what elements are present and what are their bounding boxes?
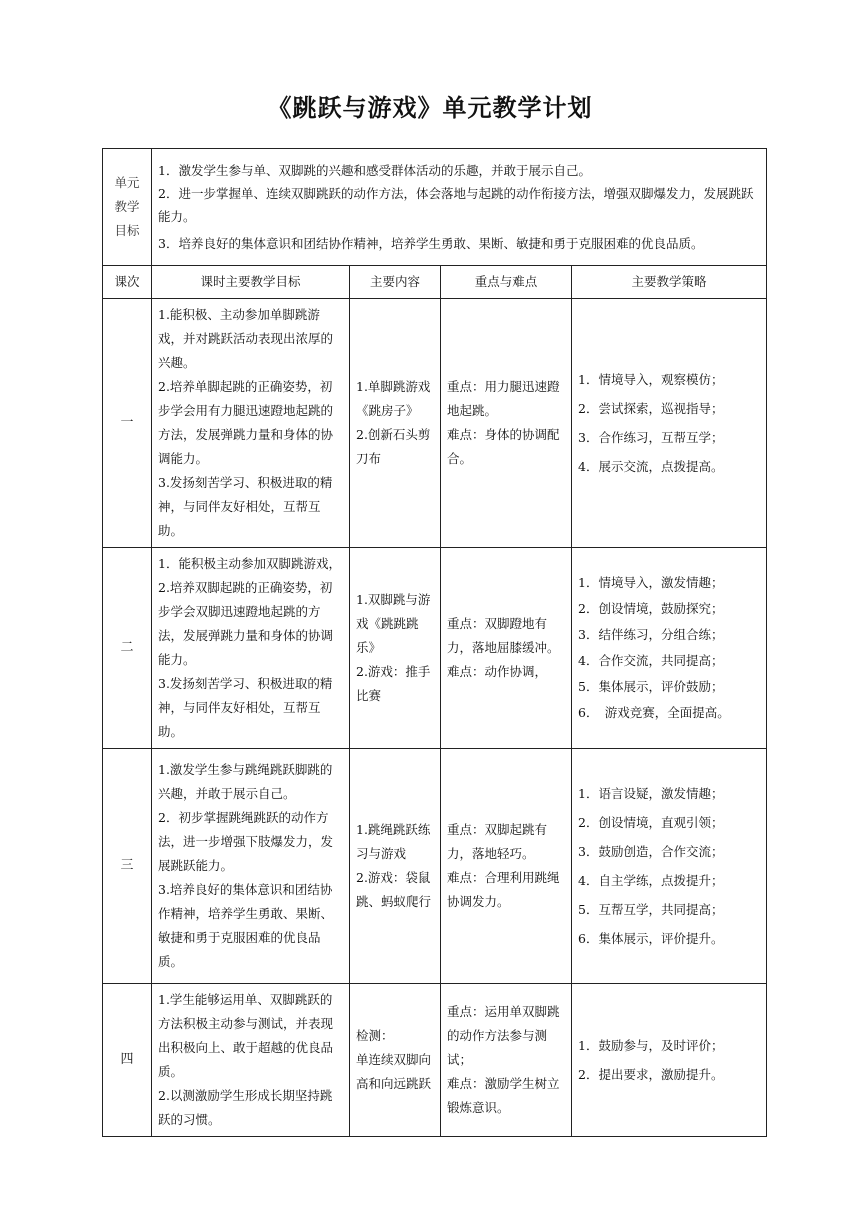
content-item: 2.游戏：推手比赛 (356, 664, 431, 703)
lesson-number: 一 (103, 299, 152, 548)
unit-goals-row (103, 149, 767, 266)
unit-goals-label (103, 149, 152, 266)
key-item: 难点：动作协调， (447, 664, 548, 679)
key-item: 重点：用力腿迅速蹬地起跳。 (447, 379, 560, 418)
table-header-row (103, 266, 767, 299)
key-item: 重点：双脚起跳有力，落地轻巧。 (447, 822, 548, 861)
key-item: 难点：合理利用跳绳协调发力。 (447, 870, 560, 909)
strategy-item: 5．集体展示，评价鼓励； (578, 679, 724, 694)
unit-goals-content (152, 149, 767, 266)
unit-goal-item: 3．培养良好的集体意识和团结协作精神，培养学生勇敢、果断、敏捷和勇于克服困难的优良品质。 (158, 236, 704, 251)
goal-item: 3.发扬刻苦学习、积极进取的精神，与同伴友好相处，互帮互助。 (158, 475, 333, 538)
lesson-strategies (572, 299, 767, 548)
unit-plan-table (102, 148, 767, 1137)
lesson-goals (152, 299, 350, 548)
lesson-key-points (441, 984, 572, 1137)
unit-goal-item: 1．激发学生参与单、双脚跳的兴趣和感受群体活动的乐趣，并敢于展示自己。 (158, 163, 591, 178)
lesson-number: 三 (103, 749, 152, 984)
key-item: 重点：运用单双脚跳的动作方法参与测试； (447, 1004, 560, 1067)
strategy-item: 1．情境导入，激发情趣； (578, 575, 724, 590)
lesson-content (350, 299, 441, 548)
goal-item: 2.培养双脚起跳的正确姿势，初步学会双脚迅速蹬地起跳的方法，发展弹跳力量和身体的协调能力。 (158, 580, 334, 667)
goal-item: 1．能积极主动参加双脚跳游戏， (158, 556, 341, 571)
strategy-item: 2．尝试探索，巡视指导； (578, 401, 724, 416)
lesson-content (350, 548, 441, 749)
content-item: 1.双脚跳与游戏《跳跳跳乐》 (356, 592, 431, 655)
goal-item: 1.激发学生参与跳绳跳跃脚跳的兴趣，并敢于展示自己。 (158, 762, 333, 801)
lesson-goals (152, 749, 350, 984)
page-title: 《跳跃与游戏》单元教学计划 (267, 93, 593, 122)
strategy-item: 1．语言设疑，激发情趣； (578, 786, 724, 801)
content-item: 单连续双脚向高和向远跳跃 (356, 1052, 432, 1091)
strategy-item: 2．提出要求，激励提升。 (578, 1067, 724, 1082)
unit-goals-label-line: 单元 (114, 175, 140, 190)
content-item: 1.跳绳跳跃练习与游戏 (356, 822, 431, 861)
goal-item: 2.培养单脚起跳的正确姿势，初步学会用有力腿迅速蹬地起跳的方法，发展弹跳力量和身体的协调能力。 (158, 379, 334, 466)
lesson-strategies (572, 984, 767, 1137)
content-item: 2.游戏：袋鼠跳、蚂蚁爬行 (356, 870, 432, 909)
strategy-item: 4．自主学练，点拨提升； (578, 873, 724, 888)
unit-goals-label-line: 目标 (114, 223, 140, 238)
strategy-item: 1．鼓励参与，及时评价； (578, 1038, 724, 1053)
header-lesson: 课次 (103, 266, 152, 299)
goal-item: 2.以测激励学生形成长期坚持跳跃的习惯。 (158, 1088, 333, 1127)
lesson-goals (152, 984, 350, 1137)
lesson-row (103, 749, 767, 984)
key-item: 难点：激励学生树立锻炼意识。 (447, 1076, 560, 1115)
strategy-item: 3．结伴练习，分组合练； (578, 627, 724, 642)
strategy-item: 2．创设情境，直观引领； (578, 815, 724, 830)
goal-item: 2．初步掌握跳绳跳跃的动作方法，进一步增强下肢爆发力，发展跳跃能力。 (158, 810, 334, 873)
goal-item: 1.能积极、主动参加单脚跳游戏，并对跳跃活动表现出浓厚的兴趣。 (158, 307, 334, 370)
goal-item: 3.发扬刻苦学习、积极进取的精神，与同伴友好相处，互帮互助。 (158, 676, 333, 739)
strategy-item: 5．互帮互学，共同提高； (578, 902, 724, 917)
lesson-strategies (572, 548, 767, 749)
strategy-item: 4．展示交流，点拨提高。 (578, 459, 724, 474)
header-strategies: 主要教学策略 (572, 266, 767, 299)
header-key-points: 重点与难点 (441, 266, 572, 299)
lesson-number: 四 (103, 984, 152, 1137)
header-goals: 课时主要教学目标 (152, 266, 350, 299)
content-item: 检测： (356, 1028, 394, 1043)
key-item: 难点：身体的协调配合。 (447, 427, 560, 466)
key-item: 重点：双脚蹬地有力，落地屈膝缓冲。 (447, 616, 560, 655)
unit-goal-item: 2．进一步掌握单、连续双脚跳跃的动作方法，体会落地与起跳的动作衔接方法，增强双脚爆发力，发展跳跃能力。 (158, 186, 754, 224)
lesson-row (103, 984, 767, 1137)
unit-goals-label-line: 教学 (114, 199, 140, 214)
content-item: 1.单脚跳游戏《跳房子》 (356, 379, 431, 418)
lesson-goals (152, 548, 350, 749)
strategy-item: 2．创设情境，鼓励探究； (578, 601, 724, 616)
strategy-item: 3．合作练习，互帮互学； (578, 430, 724, 445)
strategy-item: 4．合作交流，共同提高； (578, 653, 724, 668)
lesson-content (350, 749, 441, 984)
goal-item: 3.培养良好的集体意识和团结协作精神，培养学生勇敢、果断、敏捷和勇于克服困难的优良品质。 (158, 882, 334, 969)
lesson-key-points (441, 548, 572, 749)
strategy-item: 6．集体展示，评价提升。 (578, 931, 724, 946)
lesson-row (103, 548, 767, 749)
lesson-number: 二 (103, 548, 152, 749)
lesson-key-points (441, 299, 572, 548)
lesson-key-points (441, 749, 572, 984)
header-content: 主要内容 (350, 266, 441, 299)
lesson-strategies (572, 749, 767, 984)
strategy-item: 6． 游戏竞赛，全面提高。 (578, 705, 730, 720)
goal-item: 1.学生能够运用单、双脚跳跃的方法积极主动参与测试，并表现出积极向上、敢于超越的优良品质。 (158, 992, 334, 1079)
strategy-item: 1．情境导入，观察模仿； (578, 372, 724, 387)
lesson-row (103, 299, 767, 548)
content-item: 2.创新石头剪刀布 (356, 427, 431, 466)
lesson-content (350, 984, 441, 1137)
strategy-item: 3．鼓励创造，合作交流； (578, 844, 724, 859)
